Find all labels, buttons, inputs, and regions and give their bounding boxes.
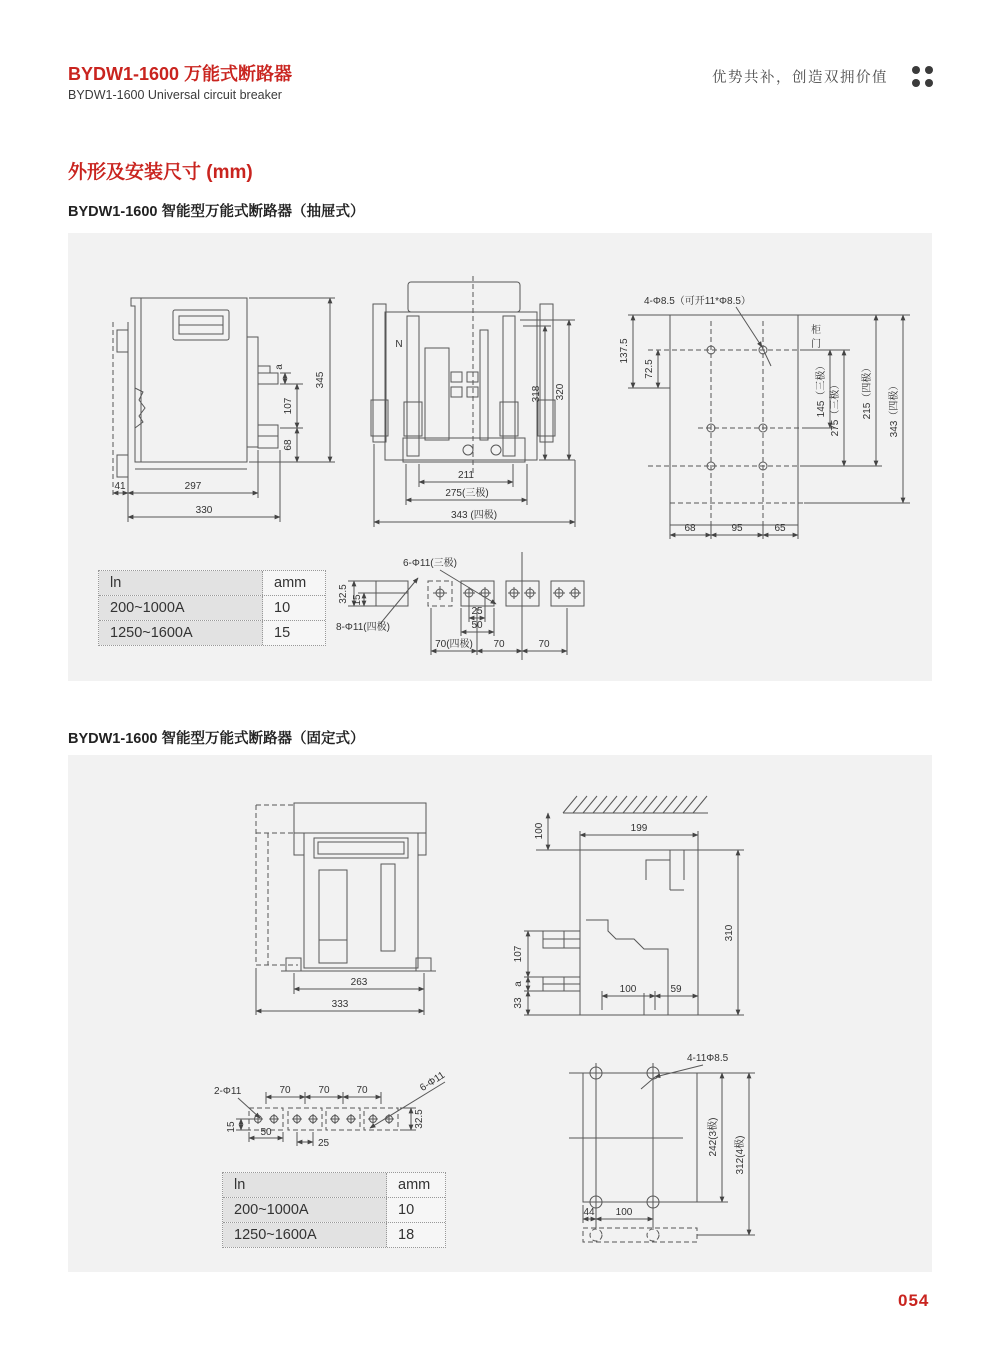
callout-8holes-4p: 8-Φ11(四极) xyxy=(336,622,390,633)
page-number: 054 xyxy=(898,1291,930,1310)
dim-70-4p: 70(四极) xyxy=(435,639,473,650)
dimension-labels xyxy=(619,295,900,534)
dim-275-3p: 275(三极) xyxy=(445,488,489,499)
dim-70: 70 xyxy=(538,639,550,650)
drawer-terminal-drawing xyxy=(328,548,608,670)
dim-107: 107 xyxy=(513,945,524,963)
table-row xyxy=(223,1222,445,1247)
table-row xyxy=(99,595,325,620)
callout-2holes: 2-Φ11 xyxy=(214,1086,242,1097)
dim-50: 50 xyxy=(260,1127,272,1138)
dim-50: 50 xyxy=(471,620,483,631)
drawer-front-view-drawing xyxy=(363,270,593,540)
dot xyxy=(925,79,933,87)
fixed-dimension-table xyxy=(222,1172,446,1248)
dim-33: 33 xyxy=(513,997,524,1009)
cell-value: 10 xyxy=(263,596,325,620)
fixed-drawings-panel xyxy=(68,755,932,1272)
dim-242-3p: 242(3极) xyxy=(708,1117,719,1157)
dimension-labels xyxy=(336,556,550,650)
dim-41: 41 xyxy=(114,481,126,492)
col-header-amm: amm xyxy=(387,1173,445,1197)
cell-range: 1250~1600A xyxy=(223,1223,387,1247)
drawer-section-title: BYDW1-1600 智能型万能式断路器（抽屉式） xyxy=(68,204,365,220)
dim-145-3p: 145（三极） xyxy=(816,360,827,418)
cell-range: 200~1000A xyxy=(223,1198,387,1222)
callout-6holes: 6-Φ11 xyxy=(418,1070,448,1094)
table-row xyxy=(223,1197,445,1222)
cell-value: 18 xyxy=(387,1223,445,1247)
dim-15: 15 xyxy=(226,1121,237,1133)
cell-value: 10 xyxy=(387,1198,445,1222)
door-label-2: 门 xyxy=(811,339,821,350)
dim-320: 320 xyxy=(555,383,566,401)
dot xyxy=(912,79,920,87)
section-heading: 外形及安装尺寸 (mm) xyxy=(68,162,253,183)
dot xyxy=(925,66,933,74)
callout-6holes-3p: 6-Φ11(三极) xyxy=(403,558,457,569)
dim-32-5: 32.5 xyxy=(414,1109,425,1129)
drawing-lines xyxy=(256,803,436,1015)
dim-59: 59 xyxy=(670,984,682,995)
dim-70: 70 xyxy=(493,639,505,650)
cell-value: 15 xyxy=(263,621,325,645)
dimension-labels xyxy=(332,977,368,1010)
dim-70: 70 xyxy=(318,1085,330,1096)
cell-range: 1250~1600A xyxy=(99,621,263,645)
col-header-amm: amm xyxy=(263,571,325,595)
dim-68: 68 xyxy=(684,523,696,534)
hole-callout: 4-11Φ8.5 xyxy=(687,1053,729,1064)
col-header-in: ln xyxy=(99,571,263,595)
dim-312-4p: 312(4极) xyxy=(735,1135,746,1175)
fixed-terminal-drawing xyxy=(198,1070,468,1165)
table-header-row xyxy=(99,571,325,595)
fixed-section-title: BYDW1-1600 智能型万能式断路器（固定式） xyxy=(68,731,365,747)
dim-100: 100 xyxy=(615,1207,633,1218)
dim-100-top: 100 xyxy=(534,822,545,840)
dim-199: 199 xyxy=(630,823,648,834)
dim-a: a xyxy=(274,364,285,370)
dim-25: 25 xyxy=(318,1138,330,1149)
drawing-lines xyxy=(113,298,335,522)
page-subtitle: BYDW1-1600 Universal circuit breaker xyxy=(68,88,282,102)
dim-100: 100 xyxy=(619,984,637,995)
dim-318: 318 xyxy=(531,385,542,403)
dim-32-5: 32.5 xyxy=(338,584,349,604)
door-label-1: 柜 xyxy=(811,325,821,336)
dim-15: 15 xyxy=(352,594,363,606)
table-row xyxy=(99,620,325,645)
dim-345: 345 xyxy=(315,371,326,389)
drawer-drawings-panel xyxy=(68,233,932,681)
dim-44: 44 xyxy=(583,1207,595,1218)
drawer-dimension-table xyxy=(98,570,326,646)
dim-107: 107 xyxy=(283,397,294,415)
dim-25: 25 xyxy=(471,606,483,617)
dim-70: 70 xyxy=(279,1085,291,1096)
cell-range: 200~1000A xyxy=(99,596,263,620)
dim-70: 70 xyxy=(356,1085,368,1096)
dim-137-5: 137.5 xyxy=(619,338,630,364)
dim-211: 211 xyxy=(458,470,474,481)
dim-68: 68 xyxy=(283,439,294,451)
dim-215-4p: 215（四极） xyxy=(862,362,873,420)
drawing-lines xyxy=(569,1063,755,1242)
page-title: BYDW1-1600 万能式断路器 xyxy=(68,64,293,84)
label-n-pole: N xyxy=(395,339,403,350)
header-slogan: 优势共补，创造双拥价值 xyxy=(712,70,888,86)
table-header-row xyxy=(223,1173,445,1197)
dim-95: 95 xyxy=(731,523,743,534)
dim-72-5: 72.5 xyxy=(644,359,655,379)
drawing-lines xyxy=(628,307,910,539)
fixed-front-view-drawing xyxy=(226,793,436,1018)
dim-343-4p: 343（四极） xyxy=(889,380,900,438)
fixed-mounting-drawing xyxy=(553,1045,833,1263)
dim-65: 65 xyxy=(774,523,786,534)
drawer-cutout-drawing xyxy=(608,273,928,545)
dim-275-3p: 275（三极） xyxy=(830,379,841,437)
dim-330: 330 xyxy=(195,505,213,516)
grid-dots-icon xyxy=(912,66,933,87)
drawer-side-view-drawing xyxy=(95,270,345,540)
dim-333: 333 xyxy=(331,999,349,1010)
hole-callout: 4-Φ8.5（可开11*Φ8.5） xyxy=(644,296,751,307)
dim-310: 310 xyxy=(724,924,735,942)
dim-a: a xyxy=(513,981,524,987)
dot xyxy=(912,66,920,74)
dim-263: 263 xyxy=(350,977,368,988)
dim-297: 297 xyxy=(184,481,202,492)
dim-343-4p: 343 (四极) xyxy=(450,510,498,521)
col-header-in: ln xyxy=(223,1173,387,1197)
fixed-side-view-drawing xyxy=(508,783,828,1023)
